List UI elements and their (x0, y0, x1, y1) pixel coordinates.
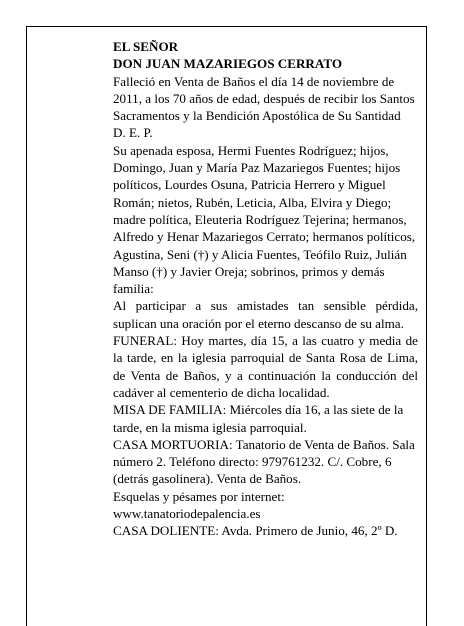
death-info: Falleció en Venta de Baños el día 14 de noviembre de 2011, a los 70 años de edad, después de recibir los Santos Sacramentos y la Bendición Apostólica de Su Santidad (113, 73, 415, 124)
obituary-notice (113, 38, 418, 540)
funeral-home-info: CASA MORTUORIA: Tanatorio de Venta de Baños. Sala número 2. Teléfono directo: 979761232. C/. Cobre, 6 (detrás gasolinera). Venta de Baños. (113, 436, 415, 487)
funeral-info: FUNERAL: Hoy martes, día 15, a las cuatro y media de la tarde, en la iglesia parroquial de Santa Rosa de Lima, de Venta de Baños, y a continuación la conducción del cadáver al cementerio de dicha localidad. (113, 333, 418, 400)
online-condolences: Esquelas y pésames por internet: www.tanatoriodepalencia.es (113, 488, 285, 522)
notice-title: EL SEÑOR (113, 39, 179, 54)
family-list: Su apenada esposa, Hermi Fuentes Rodríguez; hijos, Domingo, Juan y María Paz Mazariegos Fuentes; hijos políticos, Lourdes Osuna, Patricia Herrero y Miguel Román; nietos, Rubén, Leticia, Alba, Elvira y Diego; madre política, Eleuteria Rodríguez Tejerina; hermanos, Alfredo y Henar Mazariegos Cerrato; hermanos políticos, Agustina, Seni (†) y Alicia Fuentes, Teófilo Ruiz, Julián Manso (†) y Javier Oreja; sobrinos, primos y demás familia: (113, 142, 416, 297)
family-home-address: CASA DOLIENTE: Avda. Primero de Junio, 46, 2º D. (113, 523, 398, 539)
family-mass-info: MISA DE FAMILIA: Miércoles día 16, a las siete de la tarde, en la misma iglesia parroquial. (113, 402, 404, 435)
deceased-name: DON JUAN MAZARIEGOS CERRATO (113, 56, 343, 72)
prayer-request: Al participar a sus amistades tan sensible pérdida, suplican una oración por el eterno descanso de su alma. (113, 298, 418, 331)
dep-text: D. E. P. (113, 125, 153, 141)
